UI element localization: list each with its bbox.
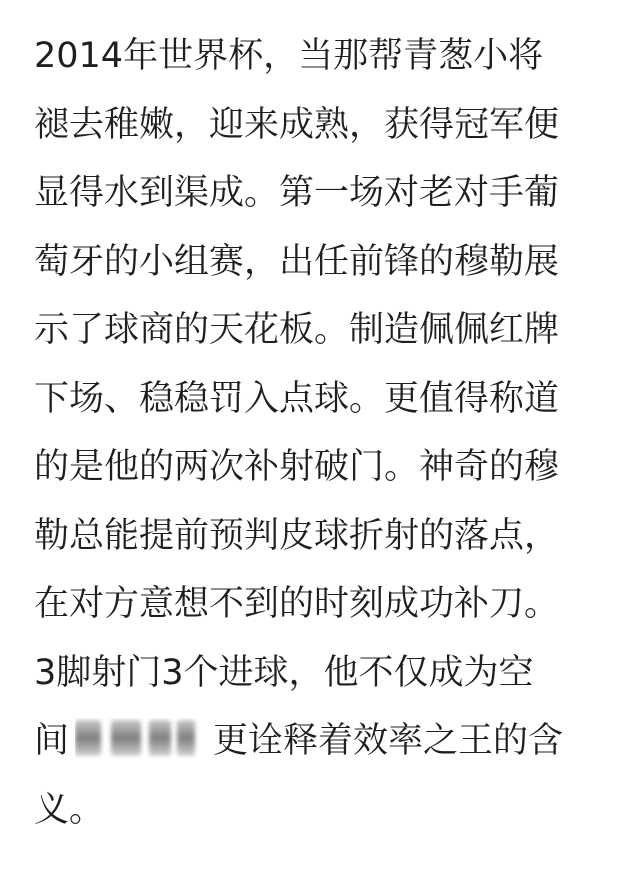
text-line-9: 在对方意想不到的时刻成功补刀。: [34, 584, 560, 624]
text-line-5: 示了球商的天花板。制造佩佩红牌: [34, 310, 560, 350]
text-line-11-prefix: 间: [34, 721, 70, 761]
text-line-2: 褪去稚嫩，迎来成熟，获得冠军便: [34, 104, 560, 145]
text-line-3: 显得水到渠成。第一场对老对手葡: [34, 173, 560, 213]
text-line-6: 下场、稳稳罚入点球。更值得称道: [34, 378, 560, 419]
article-body: [34, 22, 624, 844]
text-line-11: [34, 707, 624, 776]
text-line-10: 3脚射门3个进球，他不仅成为空: [34, 652, 534, 693]
text-line-11-suffix: 更诠释着效率之王的含: [213, 721, 564, 761]
text-line-1: 2014年世界杯，当那帮青葱小将: [34, 36, 544, 76]
text-line-8: 勒总能提前预判皮球折射的落点，: [34, 515, 560, 556]
text-line-7: 的是他的两次补射破门。神奇的穆: [34, 447, 560, 487]
blurred-censored-text: [75, 718, 203, 758]
text-line-12: 义。: [34, 789, 105, 830]
text-line-4: 萄牙的小组赛，出任前锋的穆勒展: [34, 241, 560, 282]
